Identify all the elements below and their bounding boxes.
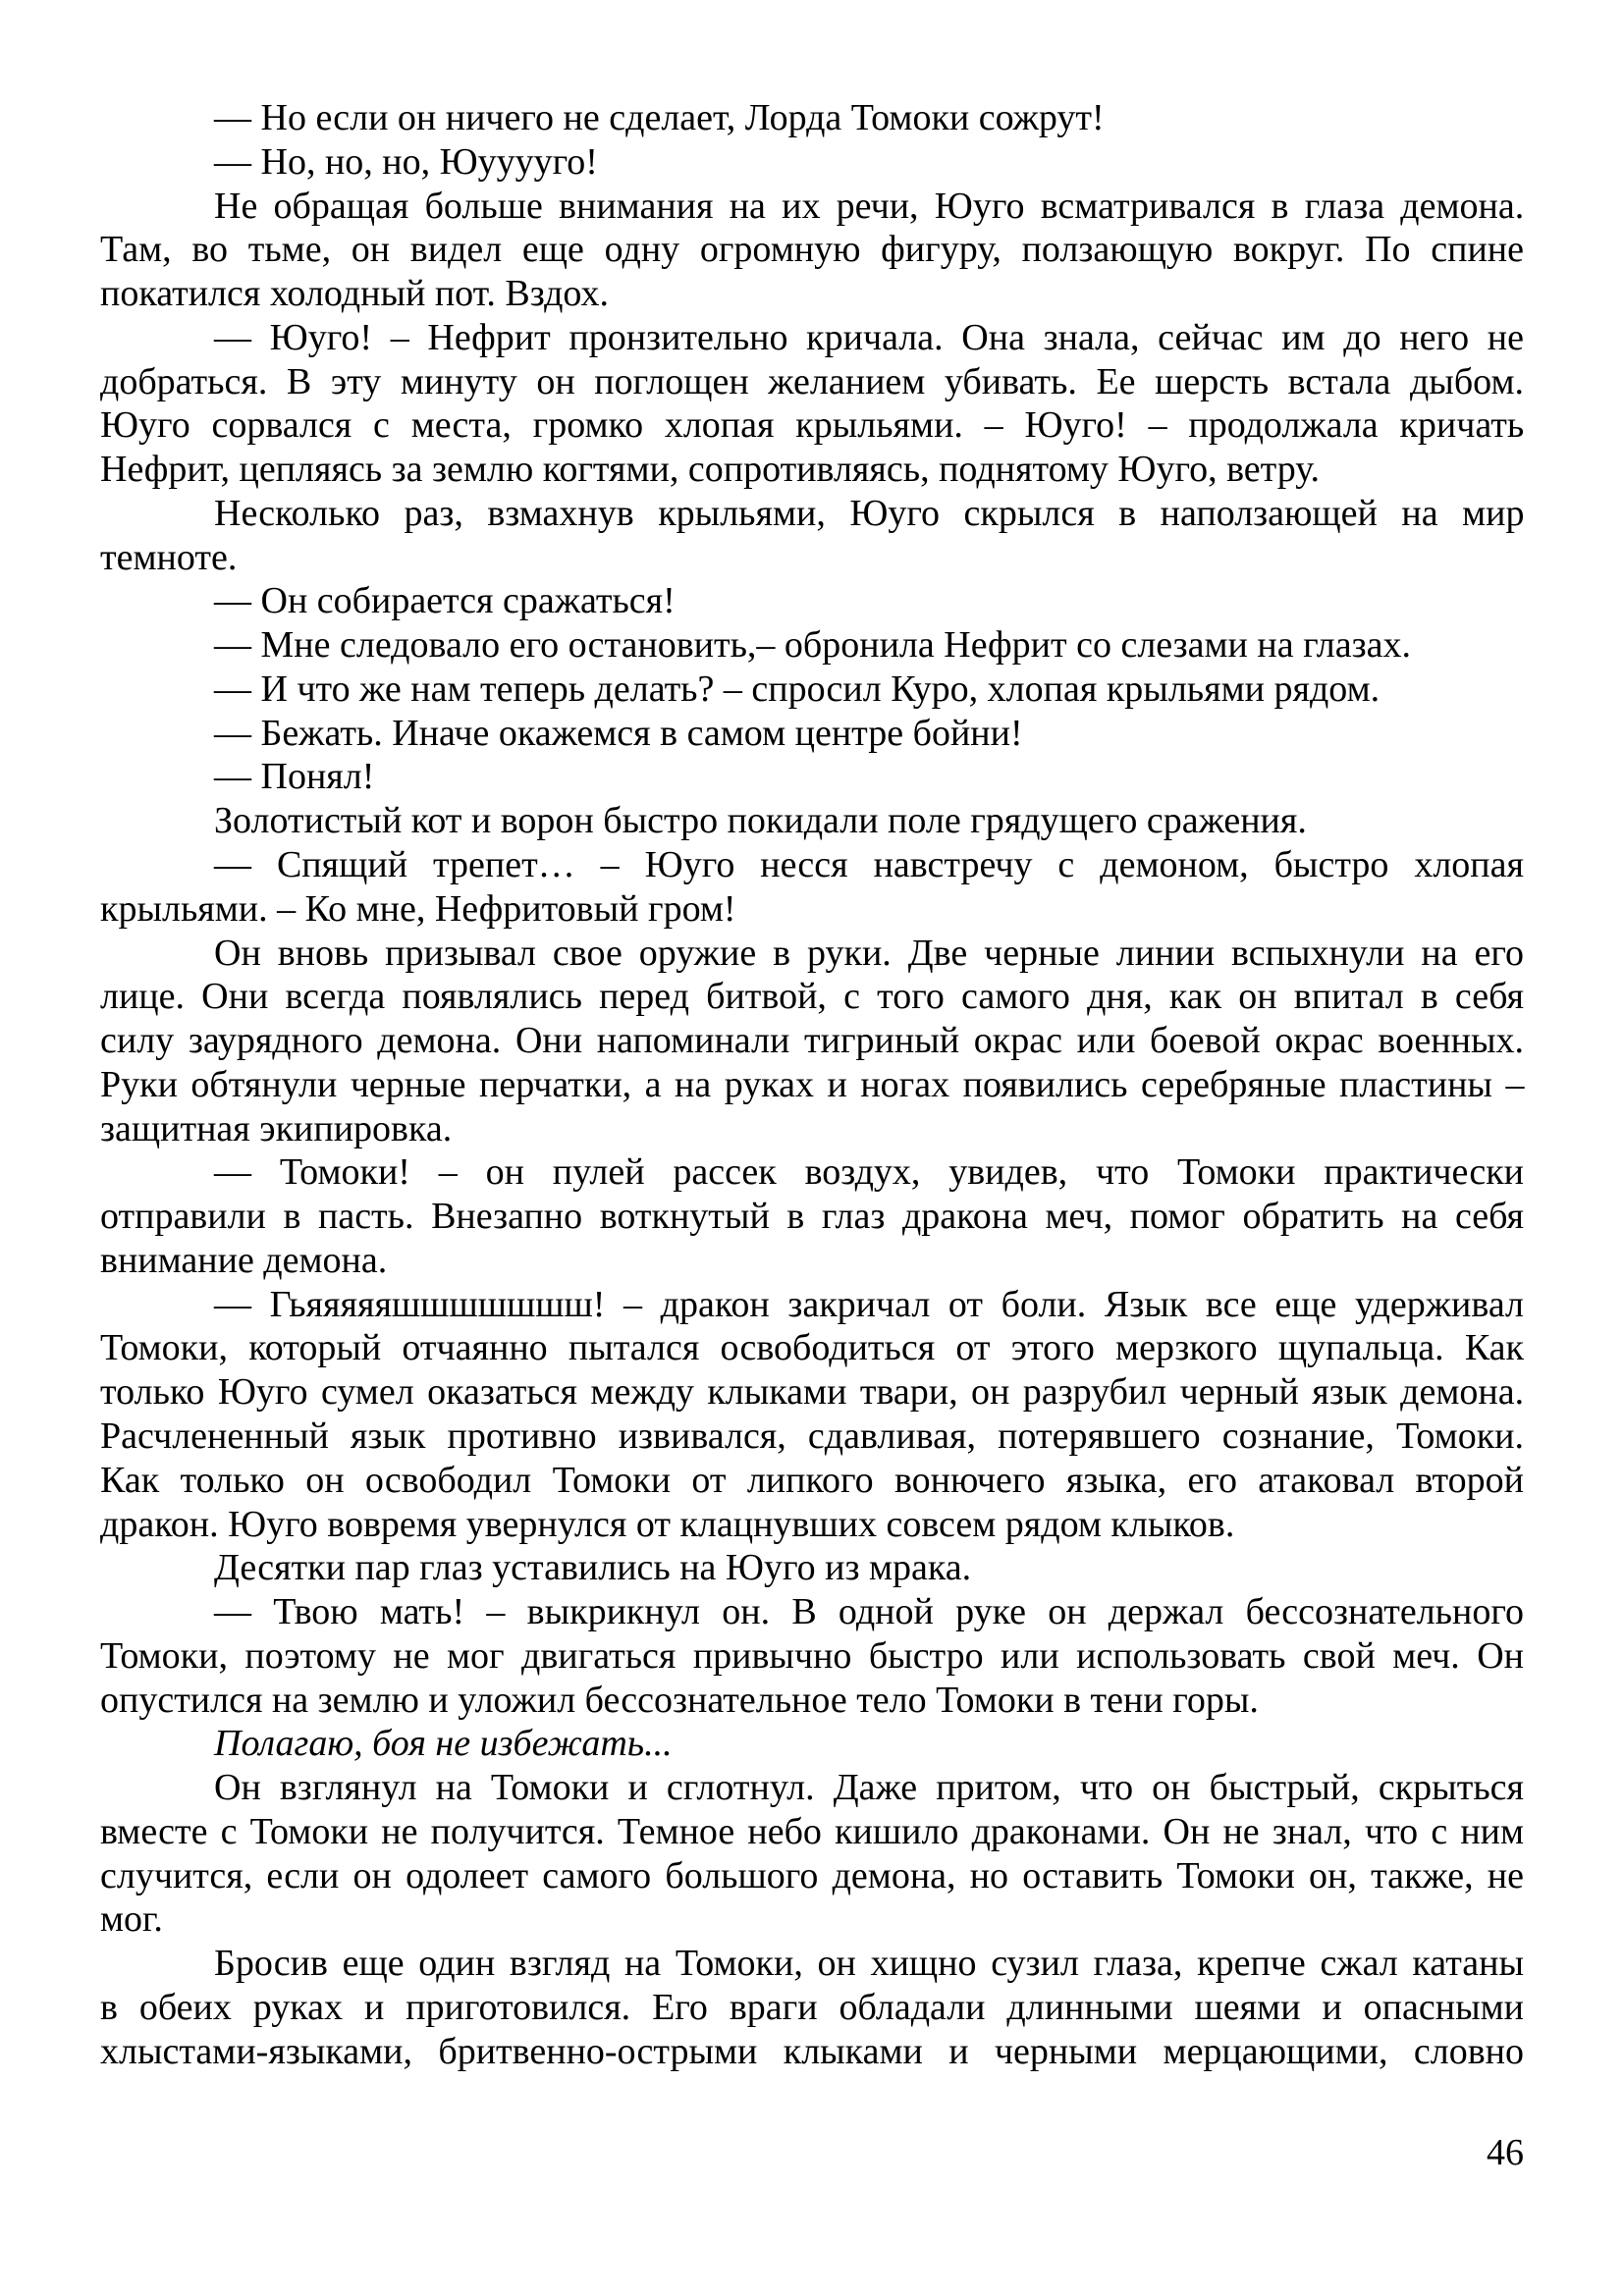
text-line: защитная экипировка. — [100, 1107, 453, 1149]
text-line: Бросив еще один взгляд на Томоки, он хищно сузил глаза, крепче сжал катаны — [214, 1943, 1524, 1985]
text-line: внимание демона. — [100, 1239, 388, 1281]
text-line: Томоки, который отчаянно пытался освободиться от этого мерзкого щупальца. Как — [100, 1327, 1524, 1369]
text-line: — Но, но, но, Юууууго! — [214, 140, 598, 183]
text-line: — Спящий трепет… – Юуго несся навстречу с демоном, быстро хлопая — [214, 844, 1524, 886]
text-line: мог. — [100, 1898, 163, 1941]
text-line: — Он собирается сражаться! — [214, 580, 676, 622]
italic-thought-line: Полагаю, боя не избежать... — [214, 1723, 673, 1765]
text-line: Руки обтянули черные перчатки, а на руках и ногах появились серебряные пластины – — [100, 1063, 1525, 1105]
text-line: только Юуго сумел оказаться между клыками твари, он разрубил черный язык демона. — [100, 1371, 1525, 1414]
text-line: — Томоки! – он пулей рассек воздух, увидев, что Томоки практически — [214, 1151, 1524, 1194]
page-number: 46 — [1487, 2132, 1524, 2173]
text-line: Расчлененный язык противно извивался, сдавливая, потерявшего сознание, Томоки. — [100, 1415, 1524, 1457]
text-line: в обеих руках и приготовился. Его враги обладали длинными шеями и опасными — [100, 1986, 1524, 2028]
text-line: покатился холодный пот. Вздох. — [100, 273, 609, 315]
text-line: Он взглянул на Томоки и сглотнул. Даже притом, что он быстрый, скрыться — [214, 1767, 1524, 1809]
text-line: Он вновь призывал свое оружие в руки. Две черные линии вспыхнули на его — [214, 932, 1524, 974]
text-line: Юуго сорвался с места, громко хлопая крыльями. – Юуго! – продолжала кричать — [100, 404, 1525, 447]
text-line: — Понял! — [214, 756, 375, 798]
text-line: силу заурядного демона. Они напоминали тигриный окрас или боевой окрас военных. — [100, 1020, 1524, 1062]
text-line: Нефрит, цепляясь за землю когтями, сопротивляясь, поднятому Юуго, ветру. — [100, 449, 1320, 491]
text-line: случится, если он одолеет самого большого демона, но оставить Томоки он, также, не — [100, 1854, 1524, 1896]
text-line: лице. Они всегда появлялись перед битвой, с того самого дня, как он впитал в себя — [100, 976, 1524, 1018]
text-line: вместе с Томоки не получится. Темное небо кишило драконами. Он не знал, что с ним — [100, 1810, 1525, 1852]
body-text — [100, 96, 1524, 2073]
text-line: Томоки, поэтому не мог двигаться привычно быстро или использовать свой меч. Он — [100, 1634, 1524, 1677]
text-line: крыльями. – Ко мне, Нефритовый гром! — [100, 887, 736, 930]
text-line: добраться. В эту минуту он поглощен желанием убивать. Ее шерсть встала дыбом. — [100, 360, 1524, 402]
text-line: Как только он освободил Томоки от липкого вонючего языка, его атаковал второй — [100, 1459, 1524, 1501]
text-line: — И что же нам теперь делать? – спросил Куро, хлопая крыльями рядом. — [214, 667, 1380, 710]
text-line: хлыстами-языками, бритвенно-острыми клыками и черными мерцающими, словно — [100, 2030, 1524, 2072]
text-line: — Бежать. Иначе окажемся в самом центре бойни! — [214, 712, 1023, 754]
text-line: — Но если он ничего не сделает, Лорда Томоки сожрут! — [214, 97, 1105, 138]
text-line: дракон. Юуго вовремя увернулся от клацнувших совсем рядом клыков. — [100, 1503, 1235, 1545]
text-line: — Юуго! – Нефрит пронзительно кричала. Она знала, сейчас им до него не — [214, 316, 1524, 358]
text-line: — Гьяяяяяшшшшшшш! – дракон закричал от боли. Язык все еще удерживал — [214, 1283, 1524, 1325]
text-line: темноте. — [100, 536, 238, 578]
text-line: — Мне следовало его остановить,– обронила Нефрит со слезами на глазах. — [214, 624, 1411, 667]
text-line: Там, во тьме, он видел еще одну огромную фигуру, ползающую вокруг. По спине — [100, 229, 1524, 271]
text-line: опустился на землю и уложил бессознательное тело Томоки в тени горы. — [100, 1679, 1259, 1721]
text-line: — Твою мать! – выкрикнул он. В одной руке он держал бессознательного — [214, 1591, 1524, 1633]
text-line: Десятки пар глаз уставились на Юуго из мрака. — [214, 1547, 972, 1589]
text-line: Не обращая больше внимания на их речи, Юуго всматривался в глаза демона. — [214, 185, 1525, 227]
text-line: отправили в пасть. Внезапно воткнутый в глаз дракона меч, помог обратить на себя — [100, 1196, 1525, 1238]
text-line: Несколько раз, взмахнув крыльями, Юуго скрылся в наползающей на мир — [214, 492, 1525, 534]
text-line: Золотистый кот и ворон быстро покидали поле грядущего сражения. — [214, 800, 1307, 842]
